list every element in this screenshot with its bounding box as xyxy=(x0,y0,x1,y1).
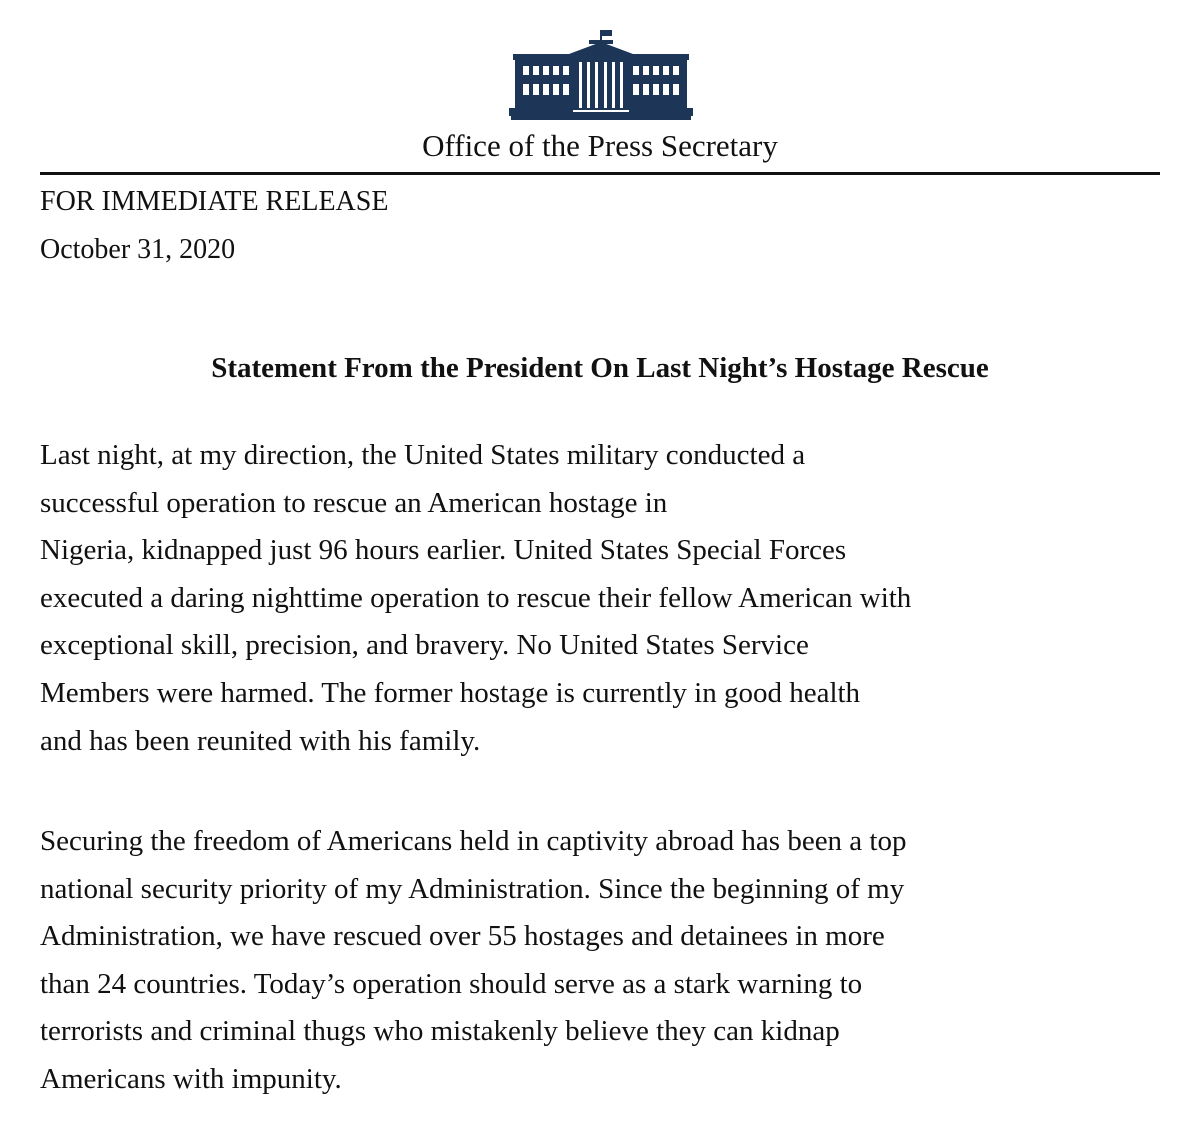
paragraph-line: than 24 countries. Today’s operation should serve as a stark warning to xyxy=(40,967,863,1000)
statement-title: Statement From the President On Last Night’s Hostage Rescue xyxy=(211,352,989,384)
paragraph-line: executed a daring nighttime operation to rescue their fellow American with xyxy=(40,581,912,614)
paragraph-line: Administration, we have rescued over 55 hostages and detainees in more xyxy=(40,920,885,953)
paragraph-line: Securing the freedom of Americans held in captivity abroad has been a top xyxy=(40,825,907,857)
paragraph-line: Nigeria, kidnapped just 96 hours earlier. United States Special Forces xyxy=(40,534,847,567)
paragraph-line: successful operation to rescue an American hostage in xyxy=(40,486,668,519)
paragraph-line: Members were harmed. The former hostage is currently in good health xyxy=(40,676,861,709)
statement-paragraph-1 xyxy=(40,432,1180,765)
release-label: FOR IMMEDIATE RELEASE xyxy=(40,186,389,217)
paragraph-line: and has been reunited with his family. xyxy=(40,724,481,757)
statement-paragraph-2 xyxy=(40,818,1180,1104)
paragraph-line: Last night, at my direction, the United States military conducted a xyxy=(40,439,806,471)
header-divider xyxy=(40,172,1160,175)
paragraph-line: national security priority of my Administration. Since the beginning of my xyxy=(40,872,905,905)
paragraph-line: Americans with impunity. xyxy=(40,1062,342,1095)
white-house-icon xyxy=(509,28,693,124)
office-of-press-secretary: Office of the Press Secretary xyxy=(422,128,778,163)
paragraph-line: exceptional skill, precision, and bravery. No United States Service xyxy=(40,629,809,662)
paragraph-line: terrorists and criminal thugs who mistakenly believe they can kidnap xyxy=(40,1015,840,1048)
release-date: October 31, 2020 xyxy=(40,234,236,265)
